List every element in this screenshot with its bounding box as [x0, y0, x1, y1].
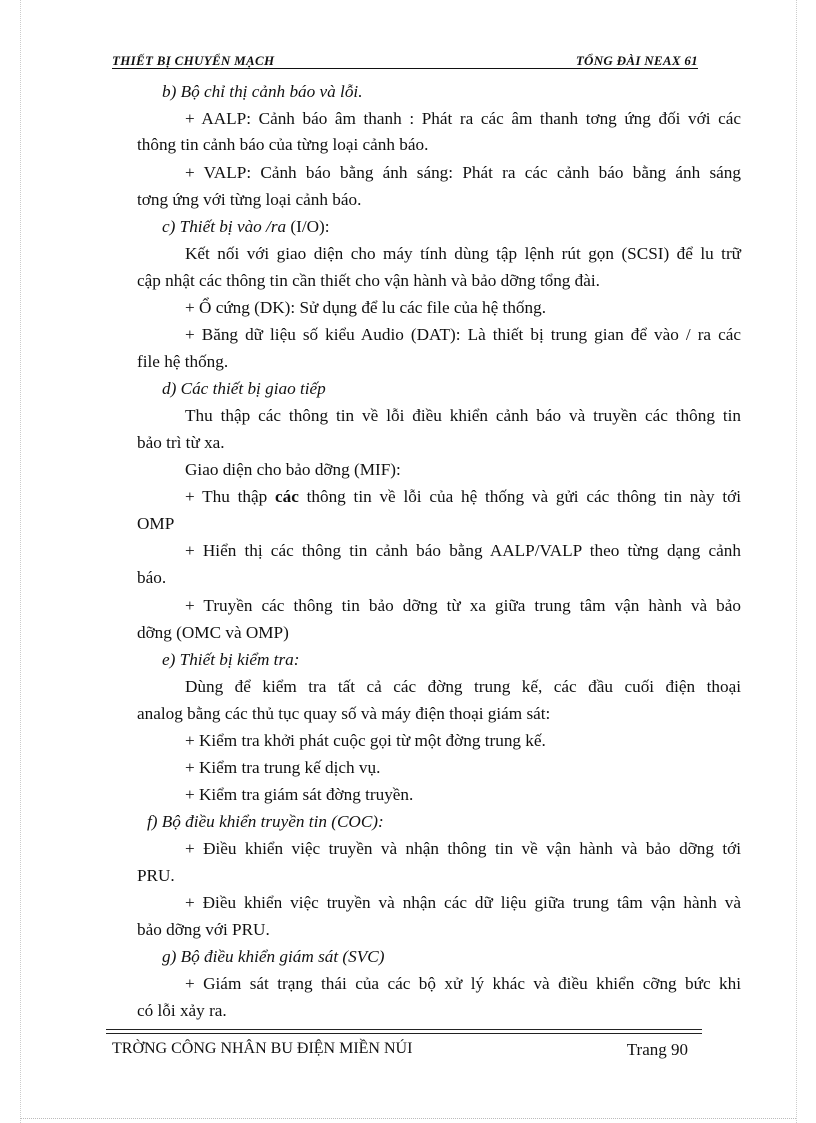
paragraph-line: + Băng dữ liệu số kiểu Audio (DAT): Là thiết bị trung gian để vào / ra các: [185, 325, 741, 344]
paragraph-line: + Điều khiển việc truyền và nhận các dữ liệu giữa trung tâm vận hành và: [185, 893, 741, 912]
section-heading-c: c) Thiết bị vào /ra (I/O):: [162, 217, 330, 236]
paragraph-line: + Hiển thị các thông tin cảnh báo bằng AALP/VALP theo từng dạng cảnh: [185, 541, 741, 560]
paragraph-line: + Ổ cứng (DK): Sử dụng để lu các file của hệ thống.: [185, 298, 546, 317]
paragraph-line: + Kiểm tra trung kế dịch vụ.: [185, 758, 381, 777]
paragraph-line: + Thu thập các thông tin về lỗi của hệ thống và gửi các thông tin này tới: [185, 487, 742, 506]
paragraph-line: Giao diện cho bảo dỡng (MIF):: [185, 460, 401, 479]
paragraph-line: + AALP: Cảnh báo âm thanh : Phát ra các âm thanh tơng ứng đối với các: [185, 109, 741, 128]
paragraph-line: + Điều khiển việc truyền và nhận thông tin về vận hành và bảo dỡng tới: [185, 839, 741, 858]
footer-rule-bottom: [106, 1033, 702, 1034]
page-edge-left: [20, 0, 21, 1123]
paragraph-line: file hệ thống.: [137, 352, 229, 371]
paragraph-line: tơng ứng với từng loại cảnh báo.: [137, 190, 362, 209]
paragraph-line: bảo trì từ xa.: [137, 433, 225, 452]
paragraph-line: Kết nối với giao diện cho máy tính dùng tập lệnh rút gọn (SCSI) để lu trữ: [185, 244, 741, 263]
running-header: [112, 52, 698, 69]
page-edge-right: [796, 0, 797, 1123]
section-heading-f: f) Bộ điều khiển truyền tin (COC):: [147, 812, 384, 831]
page-number: Trang 90: [626, 1040, 688, 1059]
paragraph-line: PRU.: [137, 866, 175, 885]
header-right-title: TỔNG ĐÀI NEAX 61: [575, 53, 698, 68]
paragraph-line: bảo dỡng với PRU.: [137, 920, 270, 939]
paragraph-line: analog bằng các thủ tục quay số và máy điện thoại giám sát:: [137, 704, 551, 723]
paragraph-line: có lỗi xảy ra.: [137, 1001, 227, 1020]
header-left-title: THIẾT BỊ CHUYỂN MẠCH: [112, 53, 275, 68]
paragraph-line: thông tin cảnh báo của từng loại cảnh báo.: [137, 135, 429, 154]
paragraph-line: OMP: [137, 514, 175, 533]
section-heading-g: g) Bộ điều khiển giám sát (SVC): [162, 947, 385, 966]
paragraph-line: Thu thập các thông tin về lỗi điều khiển cảnh báo và truyền các thông tin: [185, 406, 741, 425]
footer-school-name: TRỜNG CÔNG NHÂN BU ĐIỆN MIỀN NÚI: [112, 1040, 413, 1057]
paragraph-line: + Truyền các thông tin bảo dỡng từ xa giữa trung tâm vận hành và bảo: [185, 596, 741, 615]
paragraph-line: dỡng (OMC và OMP): [137, 623, 289, 642]
paragraph-line: báo.: [137, 568, 167, 587]
paragraph-line: Dùng để kiểm tra tất cả các đờng trung kế, các đầu cuối điện thoại: [185, 677, 741, 696]
paragraph-line: + Giám sát trạng thái của các bộ xử lý khác và điều khiển cỡng bức khi: [185, 974, 741, 993]
paragraph-line: + Kiểm tra giám sát đờng truyền.: [185, 785, 414, 804]
page-edge-bottom: [20, 1118, 796, 1119]
section-heading-b: b) Bộ chỉ thị cảnh báo và lỗi.: [162, 82, 363, 101]
paragraph-line: + Kiểm tra khởi phát cuộc gọi từ một đờng trung kế.: [185, 731, 546, 750]
paragraph-line: + VALP: Cảnh báo bằng ánh sáng: Phát ra các cảnh báo bằng ánh sáng: [185, 163, 741, 182]
footer-rule-top: [106, 1029, 702, 1030]
paragraph-line: cập nhật các thông tin cần thiết cho vận hành và bảo dỡng tổng đài.: [137, 271, 600, 290]
section-heading-e: e) Thiết bị kiểm tra:: [162, 650, 300, 669]
section-heading-d: d) Các thiết bị giao tiếp: [162, 379, 326, 398]
